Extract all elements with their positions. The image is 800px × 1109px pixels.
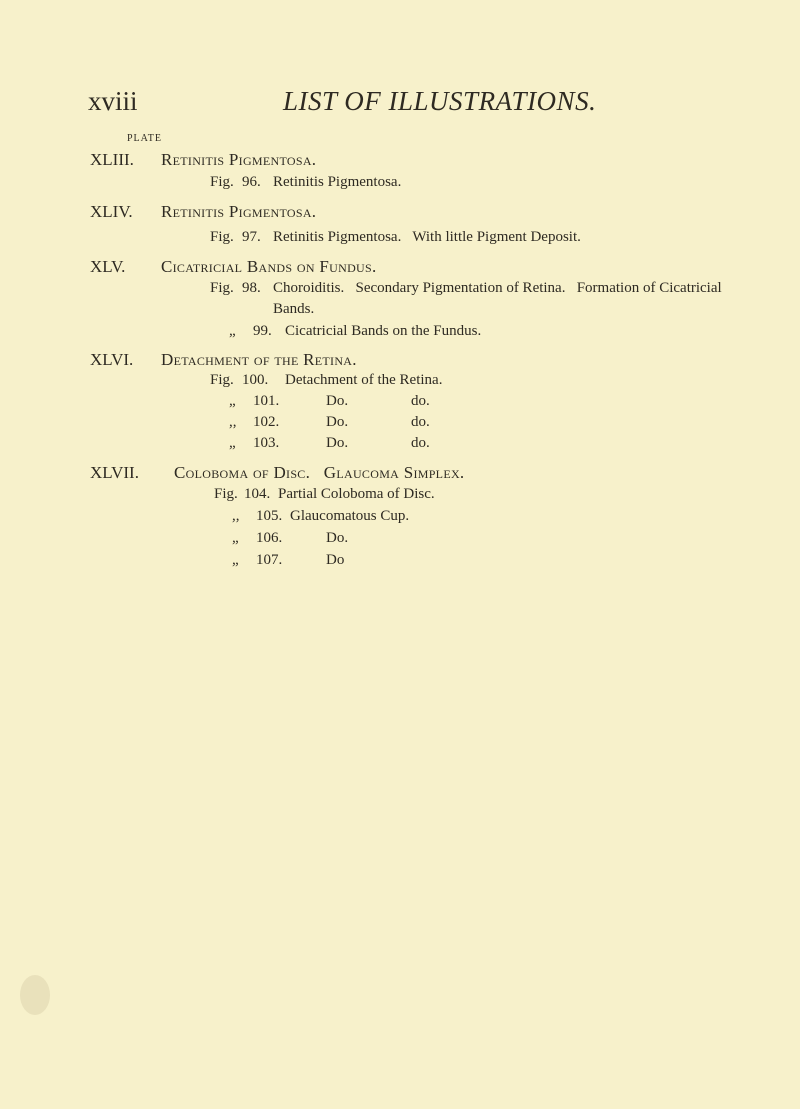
ditto-do-lower: do.: [411, 435, 430, 451]
ditto-mark: „: [229, 393, 236, 409]
figure-number: 106.: [256, 530, 283, 546]
ditto-mark: „: [232, 530, 239, 546]
page-number: xviii: [88, 86, 138, 116]
running-title: LIST OF ILLUSTRATIONS.: [283, 86, 597, 116]
plate-title: Cicatricial Bands on Fundus.: [161, 257, 377, 276]
figure-prefix: Fig.: [210, 174, 234, 190]
ditto-mark: „: [229, 323, 236, 339]
plate-number: XLIV.: [90, 202, 133, 221]
ditto-mark: ,,: [232, 508, 240, 524]
plate-column-label: PLATE: [127, 133, 162, 144]
ditto-mark: ,,: [229, 414, 237, 430]
figure-number: 97.: [242, 229, 261, 245]
ditto-do: Do.: [326, 530, 349, 546]
figure-caption: Detachment of the Retina.: [285, 372, 443, 388]
figure-number: 107.: [256, 552, 283, 568]
ditto-mark: „: [232, 552, 239, 568]
figure-caption: Cicatricial Bands on the Fundus.: [285, 323, 482, 339]
figure-caption: Partial Coloboma of Disc.: [278, 486, 435, 502]
paper-stain: [20, 975, 50, 1015]
plate-title: Detachment of the Retina.: [161, 350, 357, 369]
figure-prefix: Fig.: [210, 372, 234, 388]
ditto-do-lower: do.: [411, 393, 430, 409]
figure-caption-continuation: Bands.: [273, 301, 315, 317]
figure-number: 103.: [253, 435, 280, 451]
ditto-do-caps: Do.: [326, 393, 349, 409]
figure-number: 101.: [253, 393, 280, 409]
ditto-do-caps: Do.: [326, 435, 349, 451]
plate-number: XLVII.: [90, 463, 139, 482]
plate-number: XLIII.: [90, 150, 134, 169]
figure-prefix: Fig.: [210, 229, 234, 245]
ditto-mark: „: [229, 435, 236, 451]
plate-number: XLV.: [90, 257, 126, 276]
figure-number: 105.: [256, 508, 283, 524]
figure-number: 100.: [242, 372, 269, 388]
figure-caption: Glaucomatous Cup.: [290, 508, 410, 524]
figure-caption: Choroiditis. Secondary Pigmentation of Retina. Formation of Cicatricial: [273, 280, 722, 296]
ditto-do: Do: [326, 552, 345, 568]
figure-number: 96.: [242, 174, 261, 190]
figure-prefix: Fig.: [214, 486, 238, 502]
figure-number: 102.: [253, 414, 280, 430]
ditto-do-caps: Do.: [326, 414, 349, 430]
figure-caption: Retinitis Pigmentosa.: [273, 174, 402, 190]
plate-title: Retinitis Pigmentosa.: [161, 202, 317, 221]
plate-number: XLVI.: [90, 350, 134, 369]
plate-title: Retinitis Pigmentosa.: [161, 150, 317, 169]
figure-caption: Retinitis Pigmentosa. With little Pigment Deposit.: [273, 229, 581, 245]
plate-title: Coloboma of Disc. Glaucoma Simplex.: [174, 463, 465, 482]
figure-number: 99.: [253, 323, 272, 339]
figure-number: 104.: [244, 486, 271, 502]
figure-prefix: Fig.: [210, 280, 234, 296]
figure-number: 98.: [242, 280, 261, 296]
ditto-do-lower: do.: [411, 414, 430, 430]
